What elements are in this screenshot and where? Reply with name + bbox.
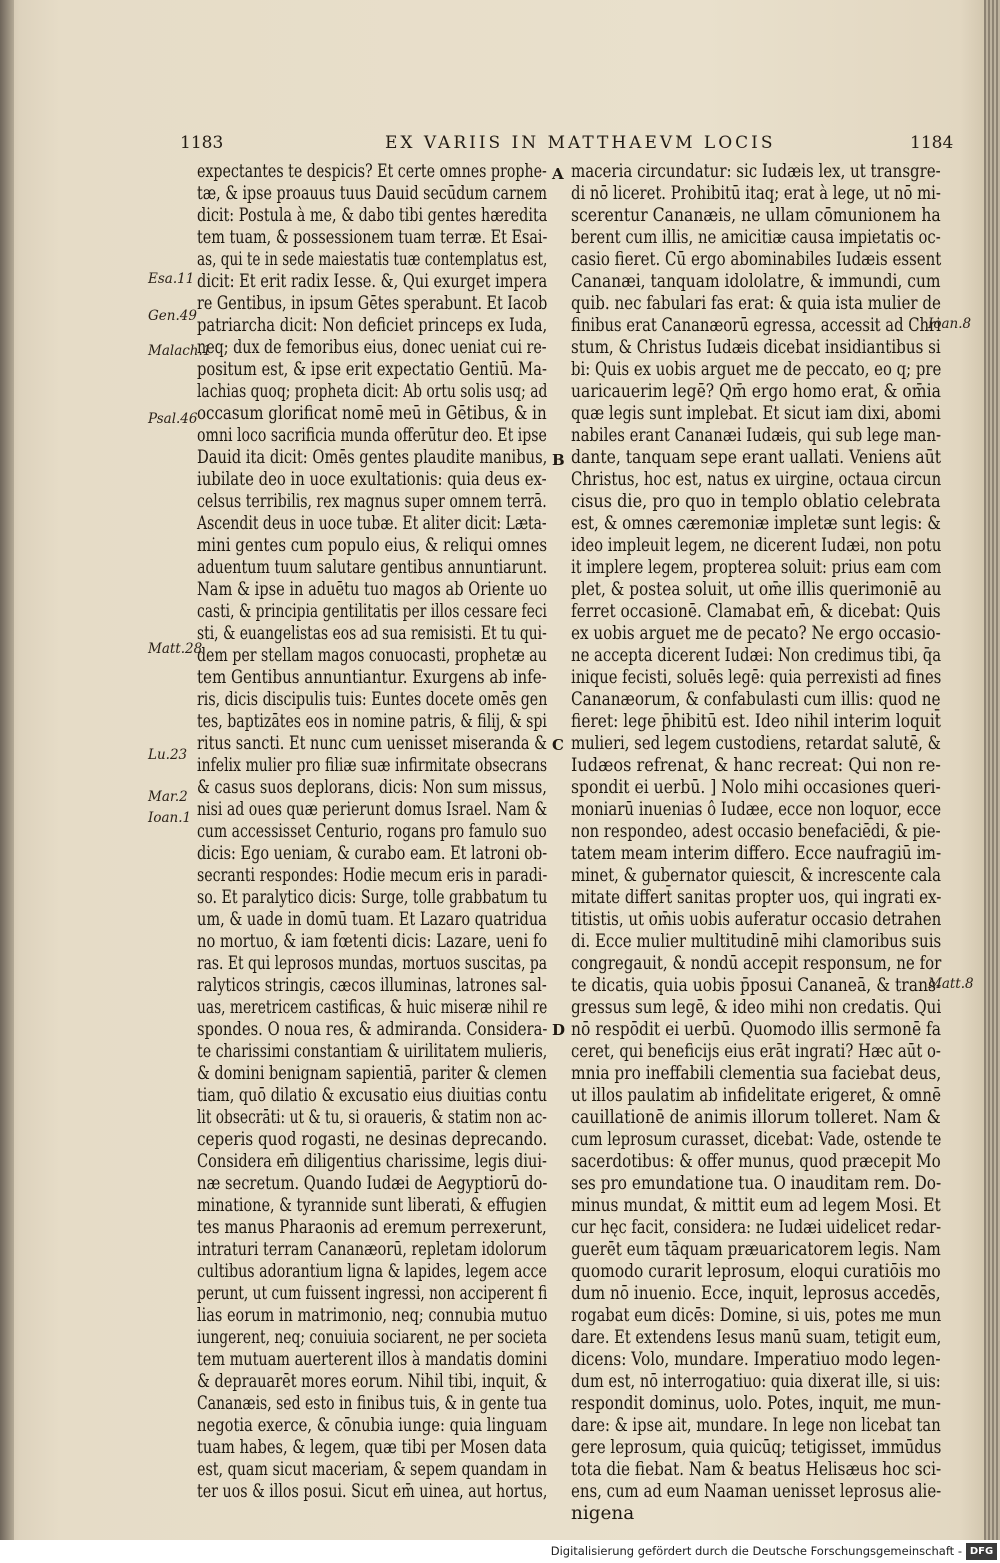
text-line: dem per stellam magos conuocasti, prophetæ au: [197, 645, 547, 666]
text-line: titistis, ut om̄is uobis auferatur occasio detrahen: [571, 909, 942, 930]
page-gutter: [0, 0, 14, 1540]
text-line: di nō liceret. Prohibitū itaq; erat à lege, ut nō mi-: [571, 183, 941, 204]
page-number-right: 1184: [910, 133, 954, 153]
text-line: um, & uade in domū tuam. Et Lazaro quatridua: [197, 909, 547, 930]
text-line: & domini benignam sapientiā, pariter & clemen: [197, 1063, 547, 1084]
text-line: so. Et paralytico dicis: Surge, tolle grabbatum tu: [197, 887, 548, 908]
margin-note: Ioan.1: [148, 810, 192, 826]
text-line: dum nō inuenio. Ecce, inquit, leprosus accedēs,: [571, 1283, 941, 1304]
text-line: dum est, nō interrogatiuo: quia dixerat ille, si uis:: [571, 1371, 941, 1392]
text-line: cum accessisset Centurio, rogans pro famulo suo: [197, 821, 547, 842]
page-edge: [984, 0, 1000, 1540]
text-line: nigena: [571, 1503, 635, 1524]
text-line: guerēt eum tāquam præuaricatorem legis. Nam: [571, 1239, 941, 1260]
text-line: it implere legem, propterea soluit: prius eam com: [571, 557, 942, 578]
running-head: EX VARIIS IN MATTHAEVM LOCIS: [385, 133, 776, 153]
text-line: moniarū inuenias ô Iudæe, ecce non loquor, ecce: [571, 799, 942, 820]
margin-note: Lu.23: [148, 747, 188, 763]
text-line: scerentur Cananæis, ne ullam cōmunionem ha: [571, 205, 941, 226]
text-line: cur hęc facit, considera: ne Iudæi uidelicet redar-: [571, 1217, 942, 1238]
text-line: congregauit, & nondū accepit responsum, ne for: [571, 953, 942, 974]
text-line: est, quam sicut maceriam, & sepem quandam in: [197, 1459, 547, 1480]
text-line: dicit: Et erit radix Iesse. &, Qui exurget impera: [197, 271, 548, 292]
text-line: ut illos paulatim ab infidelitate erigeret, & omnē: [571, 1085, 941, 1106]
text-line: tota die fiebat. Nam & beatus Helisæus hoc sci-: [571, 1459, 942, 1480]
margin-note: Esa.11: [148, 271, 195, 287]
text-line: quomodo curarit leprosum, eloqui curatiōis mo: [571, 1261, 941, 1282]
text-line: lit obsecrāti: ut & tu, si oraueris, & statim non ac-: [197, 1107, 547, 1128]
margin-note: Gen.49: [148, 308, 197, 324]
text-line: cultibus adorantium ligna & lapides, legem acce: [197, 1261, 547, 1282]
text-line: casio fieret. Cū ergo abominabiles Iudæis essent: [571, 249, 942, 270]
text-line: ens, cum ad eum Naaman uenisset leprosus alie-: [571, 1481, 942, 1502]
text-line: ras. Et qui leprosos mundas, mortuos suscitas, pa: [197, 953, 548, 974]
text-line: dare: & ipse ait, mundare. In lege non licebat tan: [571, 1415, 941, 1436]
text-line: celsus terribilis, rex magnus super omnem terrā.: [197, 491, 547, 512]
section-mark: B: [552, 451, 565, 469]
text-line: ritus sancti. Et nunc cum uenisset miseranda &: [197, 733, 548, 754]
text-line: & deprauarēt mores eorum. Nihil tibi, inquit, &: [197, 1371, 548, 1392]
text-line: ideo impleuit legem, ne dicerent Iudæi, non potu: [571, 535, 942, 556]
dfg-logo: DFG: [966, 1543, 997, 1560]
text-line: nabiles erant Cananæi Iudæis, qui sub lege man-: [571, 425, 942, 446]
text-line: di. Ecce mulier multitudinē mihi clamoribus suis: [571, 931, 942, 952]
text-line: stum, & Christus Iudæis dicebat insidiantibus si: [571, 337, 941, 358]
text-line: Cananæi, tanquam idololatre, & immundi, cum: [571, 271, 941, 292]
text-line: quib. nec fabulari fas erat: & quia ista mulier de: [571, 293, 941, 314]
text-line: neq; dux de femoribus eius, donec ueniat cui re-: [197, 337, 547, 358]
text-line: ne accepta dicerent Iudæi: Non credimus tibi, q̄a: [571, 645, 942, 666]
text-line: spondit ei uerbū. ] Nolo mihi occasiones queri-: [571, 777, 941, 798]
text-line: tæ, & ipse proauus tuus Dauid secūdum carnem: [197, 183, 547, 204]
text-line: Considera em̄ diligentius charissime, legis diui-: [197, 1151, 547, 1172]
text-line: tes, baptizātes eos in nomine patris, & filij, & spi: [197, 711, 547, 732]
text-line: tatem meam interim differo. Ecce naufragiū im-: [571, 843, 942, 864]
text-line: te dicatis, quia uobis p̄posui Cananeā, & trans-: [571, 975, 942, 996]
text-line: tuam habes, & legem, quæ tibi per Mosen data: [197, 1437, 547, 1458]
text-line: uaricauerim legē? Qm̄ ergo homo erat, & om̄ia: [571, 381, 941, 402]
text-line: negotia exerce, & cōnubia iunge: quia linguam: [197, 1415, 548, 1436]
text-line: mini gentes cum populo eius, & reliqui omnes: [197, 535, 548, 556]
text-column-right: [571, 161, 941, 1525]
text-line: ceperis quod rogasti, ne desinas deprecando.: [197, 1129, 548, 1150]
text-line: ses pro emundatione tua. O inauditam rem. Do-: [571, 1173, 942, 1194]
text-line: tem mutuam auerterent illos à mandatis domini: [197, 1349, 548, 1370]
text-line: cauillationē de animis illorum tolleret. Nam &: [571, 1107, 941, 1128]
text-line: Ascendit deus in uoce tubæ. Et aliter dicit: Læta-: [197, 513, 547, 534]
text-line: berent cum illis, ne amicitiæ causa impietatis oc-: [571, 227, 941, 248]
text-line: minus mundat, & mittit eum ad legem Mosi. Et: [571, 1195, 941, 1216]
text-line: ex uobis arguet me de pecato? Ne ergo occasio-: [571, 623, 941, 644]
text-line: spondes. O noua res, & admiranda. Considera-: [197, 1019, 548, 1040]
text-line: tem tuam, & possessionem tuam terræ. Et Esai-: [197, 227, 548, 248]
text-line: re Gentibus, in ipsum Gētes sperabunt. Et Iacob: [197, 293, 548, 314]
text-line: occasum glorificat nomē meū in Gētibus, & in: [197, 403, 547, 424]
text-line: lachias quoq; propheta dicit: Ab ortu solis usq; ad: [197, 381, 548, 402]
page-number-left: 1183: [180, 133, 224, 153]
text-line: bi: Quis ex uobis arguet me de peccato, eo q; pre: [571, 359, 942, 380]
text-line: casti, & principia gentilitatis per illos cessare feci: [197, 601, 547, 622]
text-line: respondit dominus, uolo. Potes, inquit, me mun-: [571, 1393, 941, 1414]
text-line: cisus die, pro quo in templo oblatio celebrata: [571, 491, 941, 512]
text-line: iubilate deo in uoce exultationis: quia deus ex-: [197, 469, 547, 490]
text-line: secranti respondes: Hodie mecum eris in paradi-: [197, 865, 548, 886]
text-line: sacerdotibus: & offer munus, quod præcepit Mo: [571, 1151, 941, 1172]
text-line: tiam, quō dilatio & excusatio eius diuitias contu: [197, 1085, 548, 1106]
margin-note: Psal.46: [148, 411, 198, 427]
text-line: Cananæorum, & confabulasti cum illis: quod ne: [571, 689, 941, 710]
text-line: as, qui te in sede maiestatis tuæ contemplatus est,: [197, 249, 548, 270]
text-line: fieret: lege p̄hibitū est. Ideo nihil interim loquit̄: [571, 711, 941, 732]
text-line: aduentum tuum salutare gentibus annuntiarunt.: [197, 557, 548, 578]
text-line: plet, & postea soluit, ut om̄e illis querimoniē au: [571, 579, 942, 600]
text-line: intraturi terram Cananæorū, repletam idolorum: [197, 1239, 547, 1260]
text-line: cum leprosum curasset, dicebat: Vade, ostende te: [571, 1129, 942, 1150]
section-mark: D: [552, 1021, 566, 1039]
text-line: expectantes te despicis? Et certe omnes prophe-: [197, 161, 547, 182]
text-line: nisi ad oues quæ perierunt domus Israel. Nam &: [197, 799, 548, 820]
text-line: maceria circundatur: sic Iudæis lex, ut transgre-: [571, 161, 941, 182]
text-line: inique fecisti, soluēs legē: quia perrexisti ad fines: [571, 667, 942, 688]
text-line: tem Gentibus annuntiantur. Exurgens ab infe-: [197, 667, 547, 688]
text-line: non respondeo, adest occasio benefaciēdi, & pie-: [571, 821, 941, 842]
text-line: mitate differt̄ sanitas propter uos, qui ingrati ex-: [571, 887, 942, 908]
text-line: dare. Et extendens Iesus manū suam, tetigit eum,: [571, 1327, 942, 1348]
section-mark: A: [552, 165, 564, 183]
text-line: & casus suos deplorans, dicis: Non sum missus,: [197, 777, 547, 798]
text-line: minatione, & tyrannide sunt liberati, & effugien: [197, 1195, 547, 1216]
text-line: Iudæos refrenat, & hanc recreat: Qui non re-: [571, 755, 941, 776]
footer-credit: Digitalisierung gefördert durch die Deutsche Forschungsgemeinschaft -: [550, 1544, 962, 1558]
text-line: ter uos & illos posui. Sicut em̄ uinea, aut hortus,: [197, 1481, 548, 1502]
footer-bar: [0, 1540, 1000, 1563]
text-line: ralyticos stringis, cæcos illuminas, latrones sal-: [197, 975, 547, 996]
text-line: uas, meretricem castificas, & huic miseræ nihil re: [197, 997, 548, 1018]
section-mark: C: [552, 736, 564, 754]
text-line: mulieri, sed legem custodiens, retardat salutē, &: [571, 733, 941, 754]
text-line: dicens: Volo, mundare. Imperatiuo modo legen-: [571, 1349, 941, 1370]
text-line: gressus sum legē, & ideo mihi non credatis. Qui: [571, 997, 942, 1018]
text-line: tes manus Pharaonis ad eremum perrexerunt,: [197, 1217, 547, 1238]
text-line: Dauid ita dicit: Omēs gentes plaudite manibus,: [197, 447, 548, 468]
text-line: dante, tanquam sepe erant uallati. Veniens aūt: [571, 447, 942, 468]
text-line: ris, dicis discipulis tuis: Euntes docete omēs gen: [197, 689, 548, 710]
text-line: no mortuo, & iam fœtenti dicis: Lazare, ueni fo: [197, 931, 548, 952]
text-line: te charissimi constantiam & uirilitatem mulieris,: [197, 1041, 548, 1062]
text-line: dicit: Postula à me, & dabo tibi gentes hæredita: [197, 205, 548, 226]
text-line: iungerent, neq; conuiuia sociarent, ne per societa: [197, 1327, 547, 1348]
text-column-left: [197, 161, 547, 1503]
margin-note: Matt.28: [148, 641, 203, 657]
text-line: perunt, ut cum fuissent ingressi, non acciperent fi: [197, 1283, 548, 1304]
margin-note: Ioan.8: [928, 316, 972, 332]
text-line: nō respōdit ei uerbū. Quomodo illis sermonē fa: [571, 1019, 942, 1040]
text-line: omni loco sacrificia munda offerūtur deo. Et ipse: [197, 425, 547, 446]
text-line: infelix mulier pro filiæ suæ infirmitate obsecrans: [197, 755, 548, 776]
text-line: gere leprosum, quia quicūq; tetigisset, immūdus: [571, 1437, 942, 1458]
margin-note: Mar.2: [148, 789, 188, 805]
text-line: minet, & gubernator quiescit, & increscente cala: [571, 865, 942, 886]
text-line: positum est, & ipse erit expectatio Gentiū. Ma-: [197, 359, 547, 380]
text-line: ceret, qui beneficijs eius erāt ingrati? Hæc aūt o-: [571, 1041, 941, 1062]
text-line: ferret occasionē. Clamabat em̄, & dicebat: Quis: [571, 601, 941, 622]
text-line: patriarcha dicit: Non deficiet princeps ex Iuda,: [197, 315, 548, 336]
text-line: finibus erat Cananæorū egressa, accessit ad Chri: [571, 315, 941, 336]
margin-note: Matt.8: [928, 976, 974, 992]
text-line: Nam & ipse in aduētu tuo magos ab Oriente uo: [197, 579, 548, 600]
text-line: Cananæis, sed esto in finibus tuis, & in gente tua: [197, 1393, 547, 1414]
text-line: est, & omnes cæremoniæ impletæ sunt legis: &: [571, 513, 941, 534]
text-line: næ secretum. Quando Iudæi de Aegyptiorū do-: [197, 1173, 548, 1194]
margin-note: Malach.1: [148, 343, 212, 359]
text-line: rogabat eum dicēs: Domine, si uis, potes me mun: [571, 1305, 942, 1326]
text-line: dicis: Ego ueniam, & curabo eam. Et latroni ob-: [197, 843, 548, 864]
text-line: Christus, hoc est, natus ex uirgine, octaua circun: [571, 469, 942, 490]
text-line: quæ legis sunt implebat. Et sicut iam dixi, abomi: [571, 403, 941, 424]
text-line: mnia pro ineffabili clementia sua faciebat deus,: [571, 1063, 942, 1084]
text-line: lias eorum in matrimonio, neq; connubia mutuo: [197, 1305, 548, 1326]
text-line: sti, & euangelistas eos ad sua remisisti. Et tu qui-: [197, 623, 547, 644]
